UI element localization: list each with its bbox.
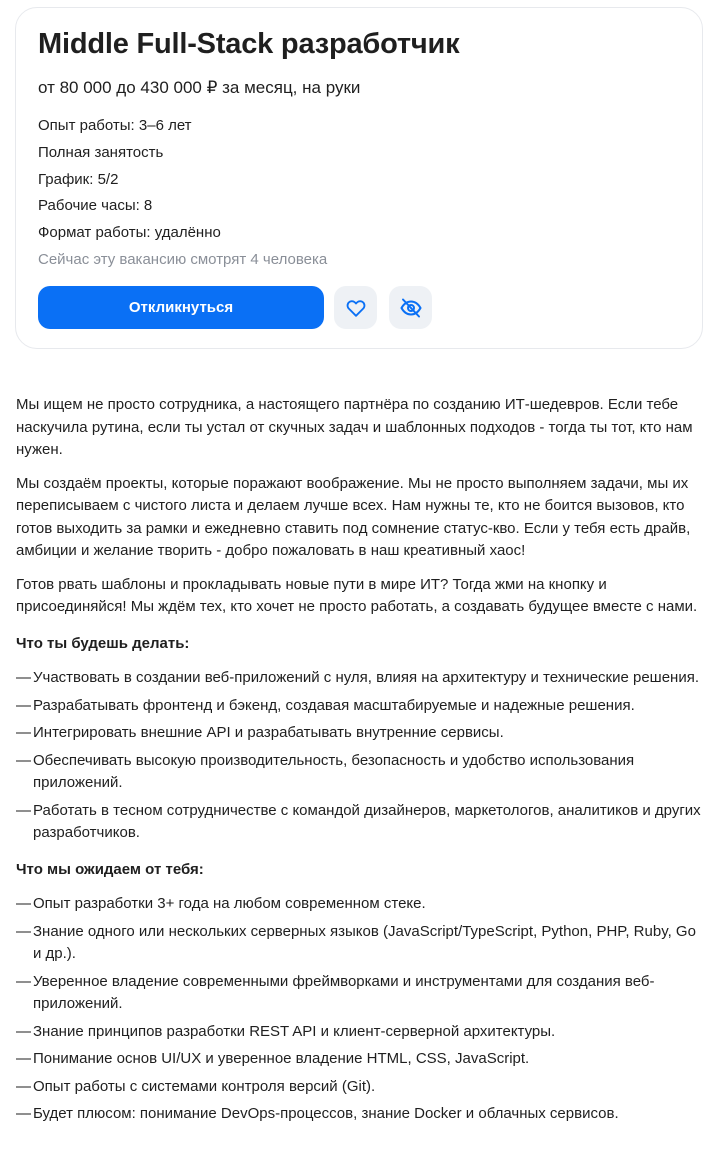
employment-type: Полная занятость (38, 143, 164, 161)
apply-button[interactable]: Откликнуться (38, 286, 324, 329)
work-format: Формат работы: удалённо (38, 224, 221, 242)
list-item: — Уверенное владение современными фреймворками и инструментами для создания веб-приложений. (16, 971, 704, 1016)
list-item: — Будет плюсом: понимание DevOps-процессов, знание Docker и облачных сервисов. (16, 1103, 704, 1126)
list-item: — Опыт разработки 3+ года на любом современном стеке. (16, 893, 704, 916)
description-paragraph: Мы ищем не просто сотрудника, а настоящего партнёра по созданию ИТ-шедевров. Если тебе наскучила рутина, если ты устал от скучных задач и шаблонных подходов - тогда ты тот, кто нам нужен. (16, 396, 693, 458)
salary: от 80 000 до 430 000 ₽ за месяц, на руки (38, 78, 361, 97)
viewers-count: Сейчас эту вакансию смотрят 4 человека (38, 250, 328, 268)
list-item: — Интегрировать внешние API и разрабатывать внутренние сервисы. (16, 722, 704, 745)
list-item: — Знание принципов разработки REST API и клиент-серверной архитектуры. (16, 1021, 704, 1044)
vacancy-description (16, 394, 704, 1131)
list-item: — Знание одного или нескольких серверных языков (JavaScript/TypeScript, Python, PHP, Ruby, Go и др.). (16, 921, 704, 966)
schedule: График: 5/2 (38, 170, 119, 188)
expect-list (16, 893, 704, 1126)
list-item: — Участвовать в создании веб-приложений с нуля, влияя на архитектуру и технические решения. (16, 667, 704, 690)
vacancy-card (15, 7, 703, 349)
vacancy-title: Middle Full-Stack разработчик (38, 28, 460, 60)
eye-off-icon (399, 296, 423, 320)
list-item: — Обеспечивать высокую производительность, безопасность и удобство использования приложений. (16, 750, 704, 795)
list-item: — Понимание основ UI/UX и уверенное владение HTML, CSS, JavaScript. (16, 1048, 704, 1071)
hide-vacancy-button[interactable] (389, 286, 432, 329)
experience: Опыт работы: 3–6 лет (38, 117, 192, 134)
todo-heading: Что ты будешь делать: (16, 634, 190, 652)
heart-icon (345, 297, 367, 319)
working-hours: Рабочие часы: 8 (38, 197, 153, 215)
list-item: — Разрабатывать фронтенд и бэкенд, создавая масштабируемые и надежные решения. (16, 695, 704, 718)
list-item: — Работать в тесном сотрудничестве с командой дизайнеров, маркетологов, аналитиков и других разработчиков. (16, 800, 704, 845)
todo-list (16, 667, 704, 845)
description-paragraph: Мы создаём проекты, которые поражают воображение. Мы не просто выполняем задачи, мы их переписываем с чистого листа и делаем лучше всех. Нам нужны те, кто не боится вызовов, кто готов выходить за рамки и ежедневно ставить под сомнение статус-кво. Если у тебя есть драйв, амбиции и желание творить - добро пожаловать в наш креативный хаос! (16, 474, 691, 559)
vacancy-facts (38, 113, 327, 274)
favorite-button[interactable] (334, 286, 377, 329)
expect-heading: Что мы ожидаем от тебя: (16, 860, 204, 878)
description-paragraph: Готов рвать шаблоны и прокладывать новые пути в мире ИТ? Тогда жми на кнопку и присоединяйся! Мы ждём тех, кто хочет не просто работать, а создавать будущее вместе с нами. (16, 575, 698, 615)
list-item: — Опыт работы с системами контроля версий (Git). (16, 1076, 704, 1099)
